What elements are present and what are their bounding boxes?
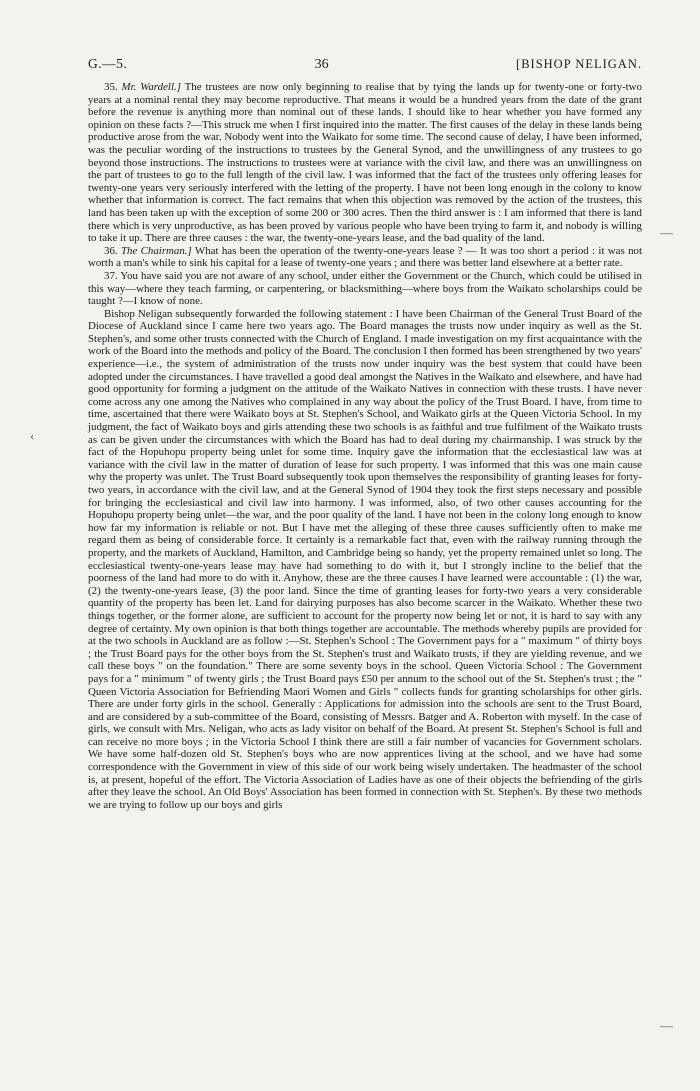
document-body	[88, 81, 642, 811]
margin-mark: ‹	[30, 428, 35, 443]
paragraph-text: What has been the operation of the twenty-one-years lease ? — It was too short a period : it was not worth a man's while to sink his capital for a lease of twenty-one years ; and there was better land elsewhere at a better rate.	[88, 244, 642, 270]
margin-mark: —	[660, 225, 673, 240]
question-number: 35.	[104, 81, 118, 93]
question-number: 36.	[104, 244, 118, 257]
page-number: 36	[314, 57, 329, 72]
paragraph-text: The trustees are now only beginning to realise that by tying the lands up for twenty-one or forty-two years at a nominal rental they may become reproductive. That means it would be a hundred years from the date of the grant before the revenue is anything more than nominal out of these lands. I should like to hear whether you have formed any opinion on these facts ?—This struck me when I first inquired into the matter. The first causes of the delay in these lands being productive arose from the war. Nobody went into the Waikato for some time. The second cause of delay, I have been informed, was the peculiar wording of the instructions to trustees by the General Synod, and the unwillingness of any trustees to go beyond those instructions. The instructions to trustees were at variance with the civil law, and there was an unwillingness on the part of trustees to go to the full length of the civil law. I was informed that the fact of the trustees only offering leases for twenty-one years very seriously interfered with the letting of the property. I have not been long enough in the colony to know whether that information is correct. The fact remains that when this objection was removed by the action of the trustees, this land has been taken up with the exception of some 200 or 300 acres. Then the third answer is : I am informed that there is land there which is very unproductive, as has been proved by various people who have been trying to farm it, and nobody is willing to take it up. There are three causes : the war, the twenty-one-years lease, and the bad quality of the land.	[88, 81, 642, 245]
statement-paragraph	[88, 308, 642, 812]
margin-mark: —	[660, 1018, 673, 1033]
paragraph-36	[88, 245, 642, 270]
document-reference: G.—5.	[88, 56, 128, 71]
speaker: The Chairman.]	[120, 244, 192, 257]
paragraph-37	[88, 270, 642, 308]
paragraph-text: Bishop Neligan subsequently forwarded the following statement : I have been Chairman of the General Trust Board of the Diocese of Auckland since I came here two years ago. The Board manages the trusts now under inquiry as well as the St. Stephen's, and some other trusts connected with the Church of England. I made investigation on my first acquaintance with the work of the Board into the methods and policy of the Board. The conclusion I then formed has been strengthened by two years' experience—i.e., the system of administration of the trusts now under inquiry was the best system that could have been adopted under the circumstances. I have travelled a good deal amongst the Natives in the Waikato and elsewhere, and have had good opportunity for forming a judgment on the attitude of the Waikato Natives in connection with these trusts. I have never come across any one among the Natives who complained in any way about the policy of the Trust Board. I have, from time to time, ascertained that there were Waikato boys at St. Stephen's School, and Waikato girls at the Queen Victoria School. In my judgment, the fact of Waikato boys and girls attending these two schools is as faithful and true fulfilment of the Waikato trusts as can be given under the circumstances with which the Board has had to deal during my chairmanship. I was struck by the fact of the Hopuhopu property being unlet for some time. Inquiry gave the information that the ecclesiastical law was at variance with the civil law in the matter of duration of lease for such property. I was informed that this was one main cause why the property was unlet. The Trust Board subsequently took upon themselves the responsibility of granting leases for forty-two years, in accordance with the civil law, and at the General Synod of 1904 they took the first steps necessary and possible for bringing the ecclesiastical and civil law into harmony. I was informed, also, of two other causes accounting for the Hopuhopu property being unlet—the war, and the poor quality of the land. I have not been in the colony long enough to know how far my information is reliable or not. But I have met the alleging of these three causes sufficiently often to make me regard them as being of considerable force. It certainly is a remarkable fact that, even with the railway running through the property, and the markets of Auckland, Hamilton, and Cambridge being so handy, yet the property remained unlet so long. The ecclesiastical twenty-one-years lease may have had something to do with it, but I strongly incline to the belief that the poorness of the land had more to do with it. Anyhow, these are the three causes I have learned were accountable : (1) the war, (2) the twenty-one-years lease, (3) the poor land. Since the time of granting leases for forty-two years a very considerable quantity of the property has been let. Land for dairying purposes has also become scarcer in the Waikato. Whether these two things together, or the former alone, are sufficient to account for the property now being let or not, it is hard to say with any degree of certainty. My own opinion is that both things together are accountable. The methods whereby pupils are provided for at the two schools in Auckland are as follow :—St. Stephen's School : The Government pays for a " maximum " of thirty boys ; the Trust Board pays for the other boys from the St. Stephen's trust and Waikato trusts, if they are yielding revenue, and we call these boys " on the foundation." There are some seventy boys in the school. Queen Victoria School : The Government pays for a " minimum " of twenty girls ; the Trust Board pays £50 per annum to the school out of the St. Stephen's trust ; the " Queen Victoria Association for Befriending Maori Women and Girls " collects funds for granting scholarships for other girls. There are under forty girls in the school. Generally : Applications for admission into the schools are sent to the Trust Board, and are considered by a sub-committee of the Board, consisting of Messrs. Batger and A. Roberton with myself. In the case of girls, we consult with Mrs. Neligan, who acts as lady visitor on behalf of the Board. At present St. Stephen's School is full and can receive no more boys ; in the Victoria School I think there are still a fair number of vacancies for Government scholars. We have some half-dozen old St. Stephen's boys who are now apprentices living at the school, and we have had some correspondence with the Government in view of this side of our work being wisely undertaken. The headmaster of the school is, at present, hopeful of the effort. The Victoria Association of Ladies have as one of their objects the befriending of the girls after they leave the school. An Old Boys' Association has been formed in connection with St. Stephen's. By these two methods we are trying to follow up our boys and girls	[88, 307, 642, 811]
paragraph-text: You have said you are not aware of any school, under either the Government or the Church, which could be utilised in this way—where they teach farming, or carpentering, or blacksmithing—where boys from the Waikato scholarships could be taught ?—I know of none.	[88, 269, 642, 308]
running-title: [BISHOP NELIGAN.	[516, 57, 642, 71]
speaker: Mr. Wardell.]	[121, 81, 181, 93]
page-header	[88, 56, 642, 73]
question-number: 37.	[104, 269, 118, 282]
paragraph-35	[88, 81, 642, 245]
